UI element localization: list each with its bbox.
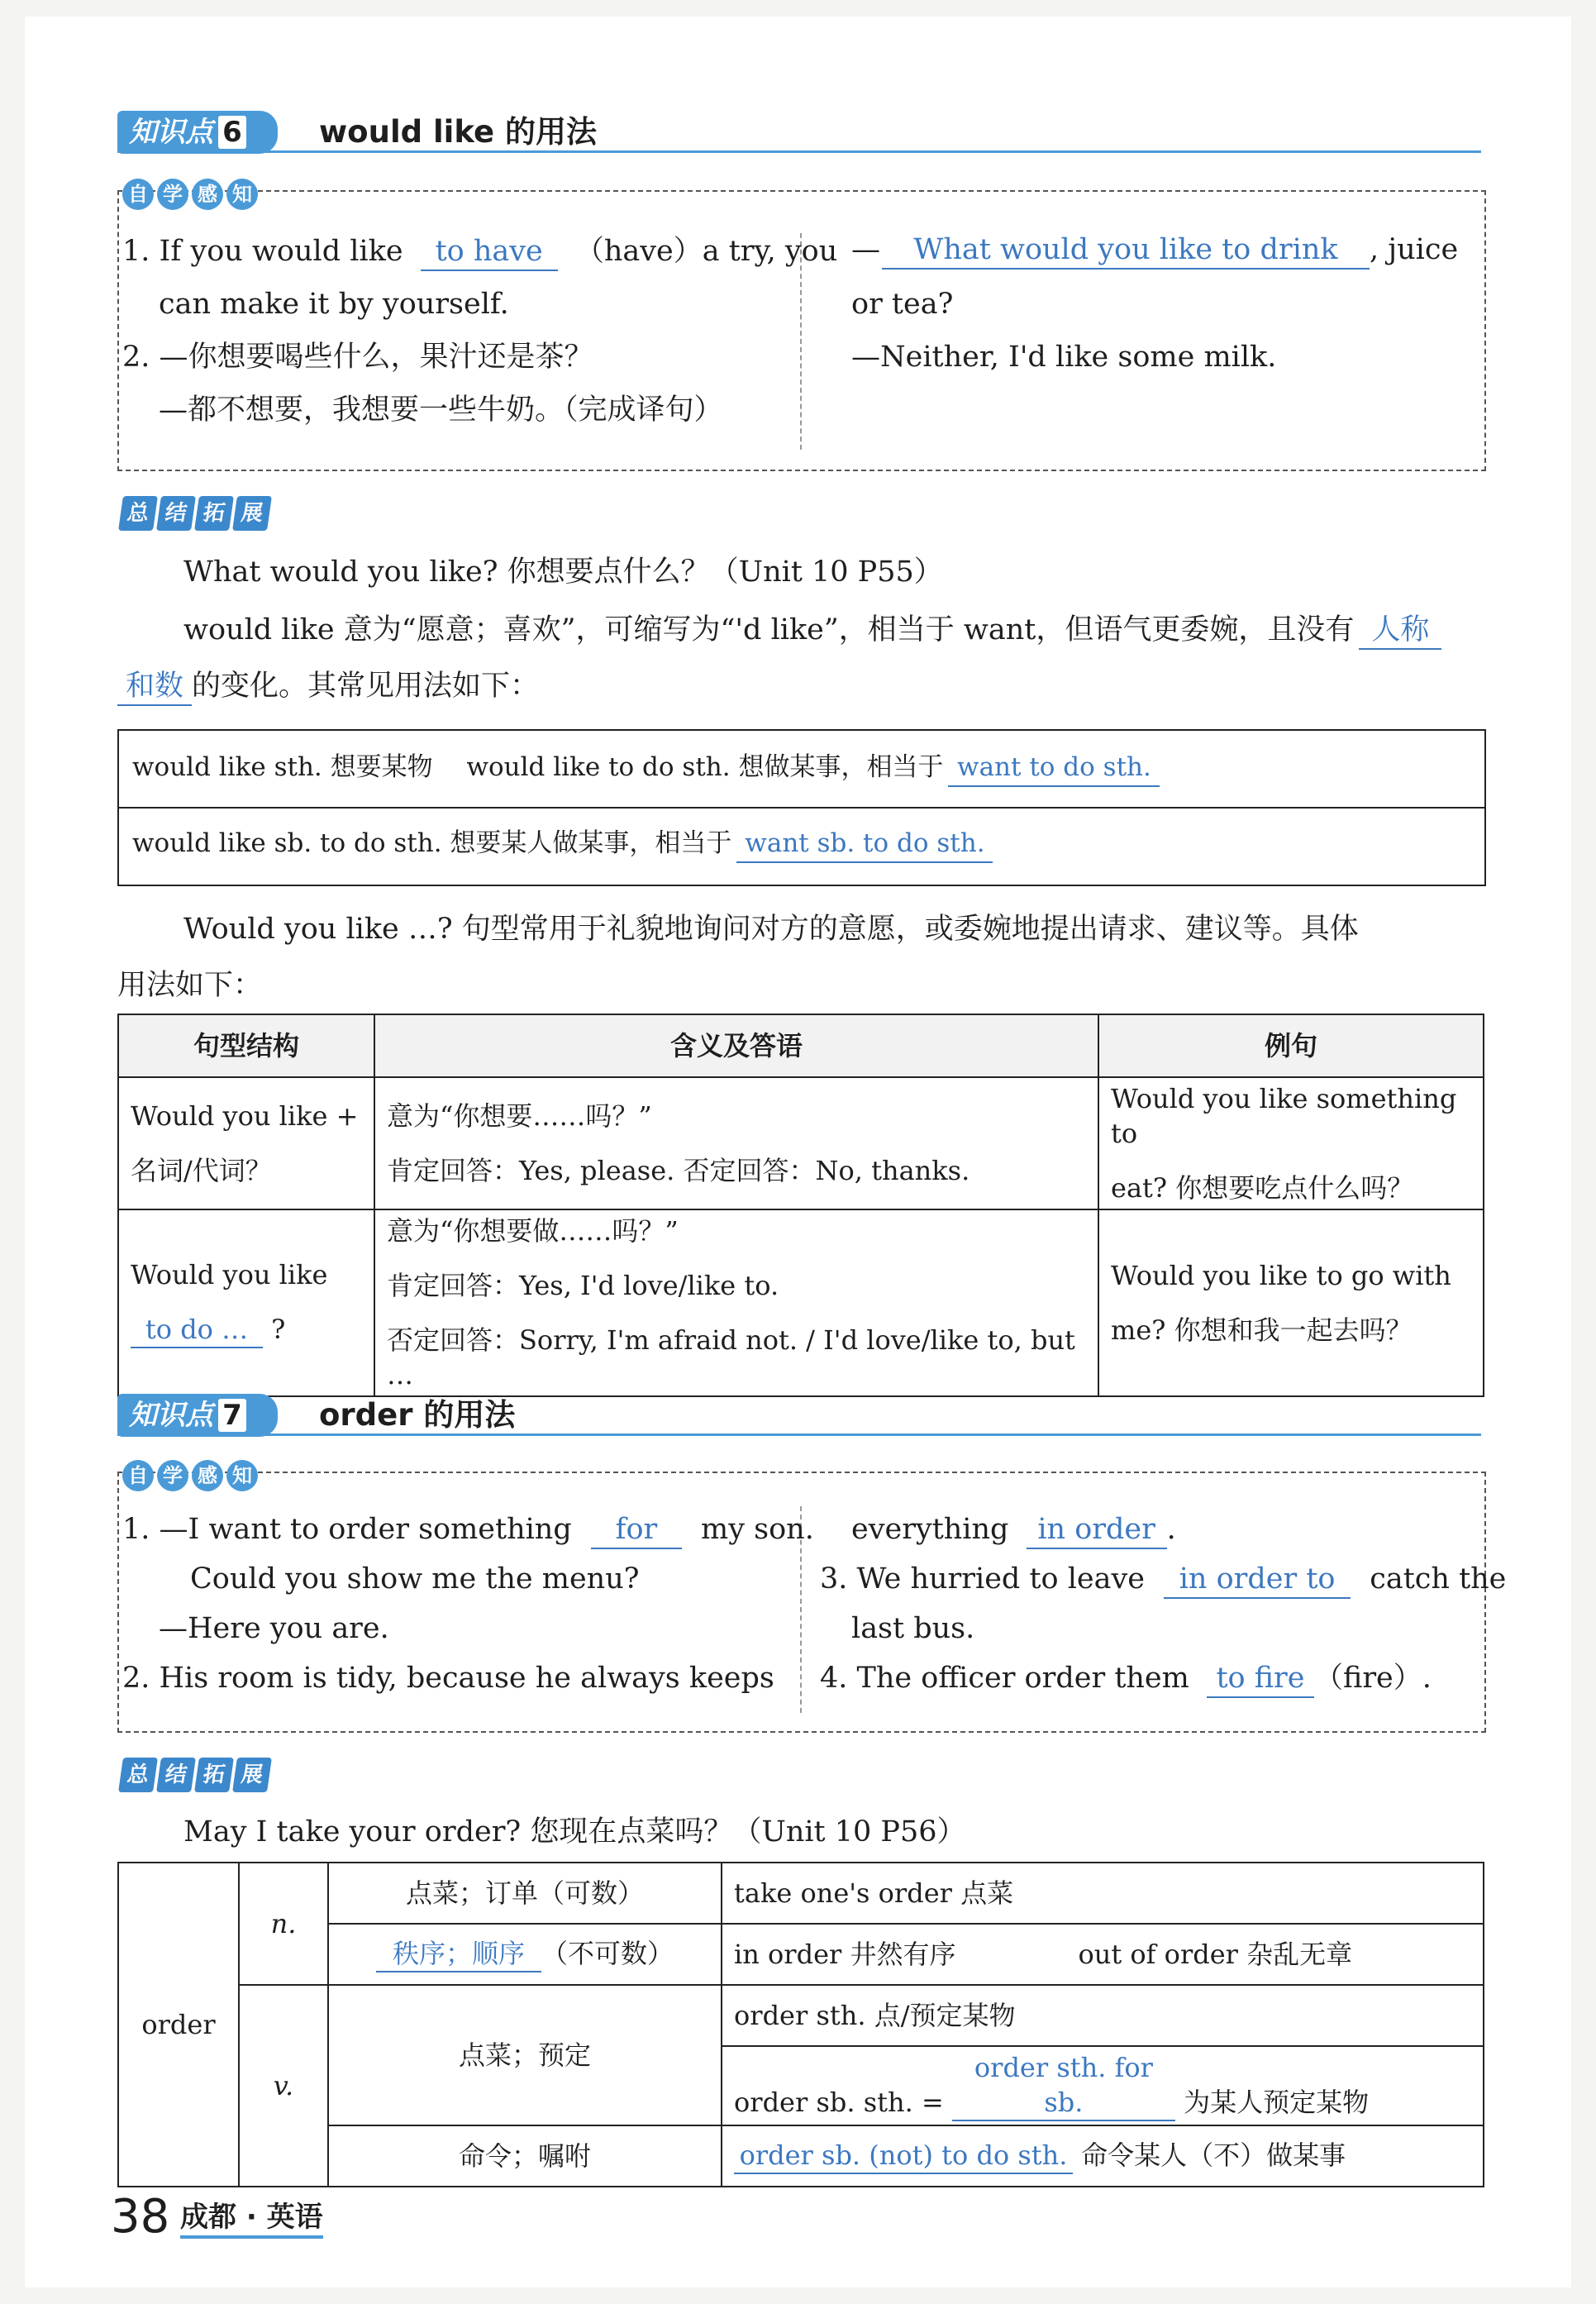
workbook-page (25, 17, 1571, 2287)
table-cell-word: order (118, 1863, 239, 2187)
table-cell: order sth. 点/预定某物 (722, 1985, 1484, 2046)
answer-blank: want sb. to do sth. (736, 825, 993, 863)
answer-blank: 秩序；顺序 (376, 1936, 541, 1972)
book-title: 成都 · 英语 (180, 2199, 323, 2239)
answer-blank: in order to (1164, 1561, 1351, 1599)
exercise-4: 4. The officer order them to fire （fire）. (820, 1660, 1432, 1698)
answer-blank: in order (1027, 1511, 1167, 1549)
exercise-3: 3. We hurried to leave in order to catch the (820, 1561, 1506, 1599)
exercise-3-line2: last bus. (851, 1612, 975, 1645)
table-cell: 秩序；顺序 （不可数） (328, 1924, 722, 1985)
answer-blank: to have (421, 233, 558, 271)
table-cell: take one's order 点菜 (722, 1863, 1484, 1924)
knowledge-point-tag: 知识点 7 (117, 1394, 278, 1437)
explanation-paragraph-2-cont: 用法如下： (117, 969, 263, 1002)
exercise-1: 1. —I want to order something for my son. (122, 1511, 814, 1549)
exercise-2-cont: everything in order . (851, 1511, 1176, 1549)
usage-row-1: would like sth. 想要某物 would like to do sth. 想做某事，相当于 want to do sth. (132, 749, 1160, 787)
example-sentence: What would you like? 你想要点什么？（Unit 10 P55） (183, 556, 943, 589)
summary-tag: 总 结 拓 展 (121, 1758, 269, 1792)
exercise-1-line2: can make it by yourself. (159, 288, 509, 321)
knowledge-point-tag: 知识点 6 (117, 111, 278, 154)
table-header: 含义及答语 (374, 1014, 1098, 1077)
usage-row-2: would like sb. to do sth. 想要某人做某事，相当于 want sb. to do sth. (132, 825, 993, 863)
table-header: 例句 (1098, 1014, 1484, 1077)
table-cell: 点菜；预定 (328, 1985, 722, 2125)
exercise-1: 1. If you would like to have （have）a try, you (122, 233, 837, 271)
table-cell-pos: v. (239, 1985, 328, 2187)
answer-blank: order sb. (not) to do sth. (734, 2138, 1073, 2174)
self-study-tag: 自 学 感 知 (122, 1460, 258, 1491)
table-cell: Would you like + 名词/代词？ (118, 1077, 374, 1209)
table-cell: order sb. sth. = order sth. for sb. 为某人预定某物 (722, 2046, 1484, 2125)
answer-blank: want to do sth. (948, 749, 1160, 787)
answer-blank: for (591, 1511, 682, 1549)
exercise-2-answer-line2: or tea? (851, 288, 954, 321)
exercise-2-answer: — What would you like to drink , juice (851, 231, 1458, 270)
usage-box (117, 729, 1486, 886)
table-cell: in order 井然有序 out of order 杂乱无章 (722, 1924, 1484, 1985)
explanation-paragraph: would like 意为“愿意；喜欢”，可缩写为“'d like”，相当于 want，但语气更委婉，且没有 人称 (183, 612, 1441, 650)
section-title: would like 的用法 (319, 114, 597, 150)
table-cell: 命令；嘱咐 (328, 2125, 722, 2187)
exercise-2-line2: —都不想要，我想要一些牛奶。（完成译句） (159, 394, 723, 427)
section-underline (117, 150, 1481, 153)
answer-blank: What would you like to drink (882, 231, 1370, 270)
section-underline (117, 1433, 1481, 1436)
table-cell: Would you like something to eat? 你想要吃点什么吗？ (1098, 1077, 1484, 1209)
table-cell-pos: n. (239, 1863, 328, 1985)
order-usage-table (117, 1862, 1484, 2187)
table-cell: Would you like to go with me? 你想和我一起去吗？ (1098, 1209, 1484, 1396)
answer-blank: to do … (131, 1312, 263, 1348)
explanation-paragraph-2: Would you like …? 句型常用于礼貌地询问对方的意愿，或委婉地提出请求、建议等。具体 (183, 913, 1359, 946)
table-cell: 意为“你想要做……吗？” 肯定回答：Yes, I'd love/like to. 否定回答：Sorry, I'm afraid not. / I'd love/like to, but … (374, 1209, 1098, 1396)
answer-blank: to fire (1207, 1660, 1314, 1698)
table-cell: 意为“你想要……吗？” 肯定回答：Yes, please. 否定回答：No, thanks. (374, 1077, 1098, 1209)
explanation-paragraph-cont: 和数 的变化。其常见用法如下： (117, 668, 539, 706)
table-cell: order sb. (not) to do sth. 命令某人（不）做某事 (722, 2125, 1484, 2187)
answer-blank: order sth. for sb. (952, 2050, 1175, 2121)
summary-tag: 总 结 拓 展 (121, 496, 269, 531)
answer-blank: 和数 (117, 668, 192, 706)
answer-blank: 人称 (1359, 612, 1441, 650)
exercise-2: 2. His room is tidy, because he always keeps (122, 1662, 774, 1695)
self-study-tag: 自 学 感 知 (122, 179, 258, 210)
table-cell: 点菜；订单（可数） (328, 1863, 722, 1924)
table-header: 句型结构 (118, 1014, 374, 1077)
exercise-1-line3: —Here you are. (159, 1612, 389, 1645)
exercise-2: 2. —你想要喝些什么，果汁还是茶？ (122, 341, 593, 374)
table-cell: Would you like to do … ? (118, 1209, 374, 1396)
sentence-pattern-table (117, 1014, 1484, 1397)
page-number: 38 (111, 2190, 170, 2244)
section-title: order 的用法 (319, 1397, 516, 1433)
exercise-2-answer-line3: —Neither, I'd like some milk. (851, 341, 1277, 374)
example-sentence: May I take your order? 您现在点菜吗？（Unit 10 P56） (183, 1815, 966, 1848)
exercise-1-line2: Could you show me the menu? (190, 1562, 640, 1596)
